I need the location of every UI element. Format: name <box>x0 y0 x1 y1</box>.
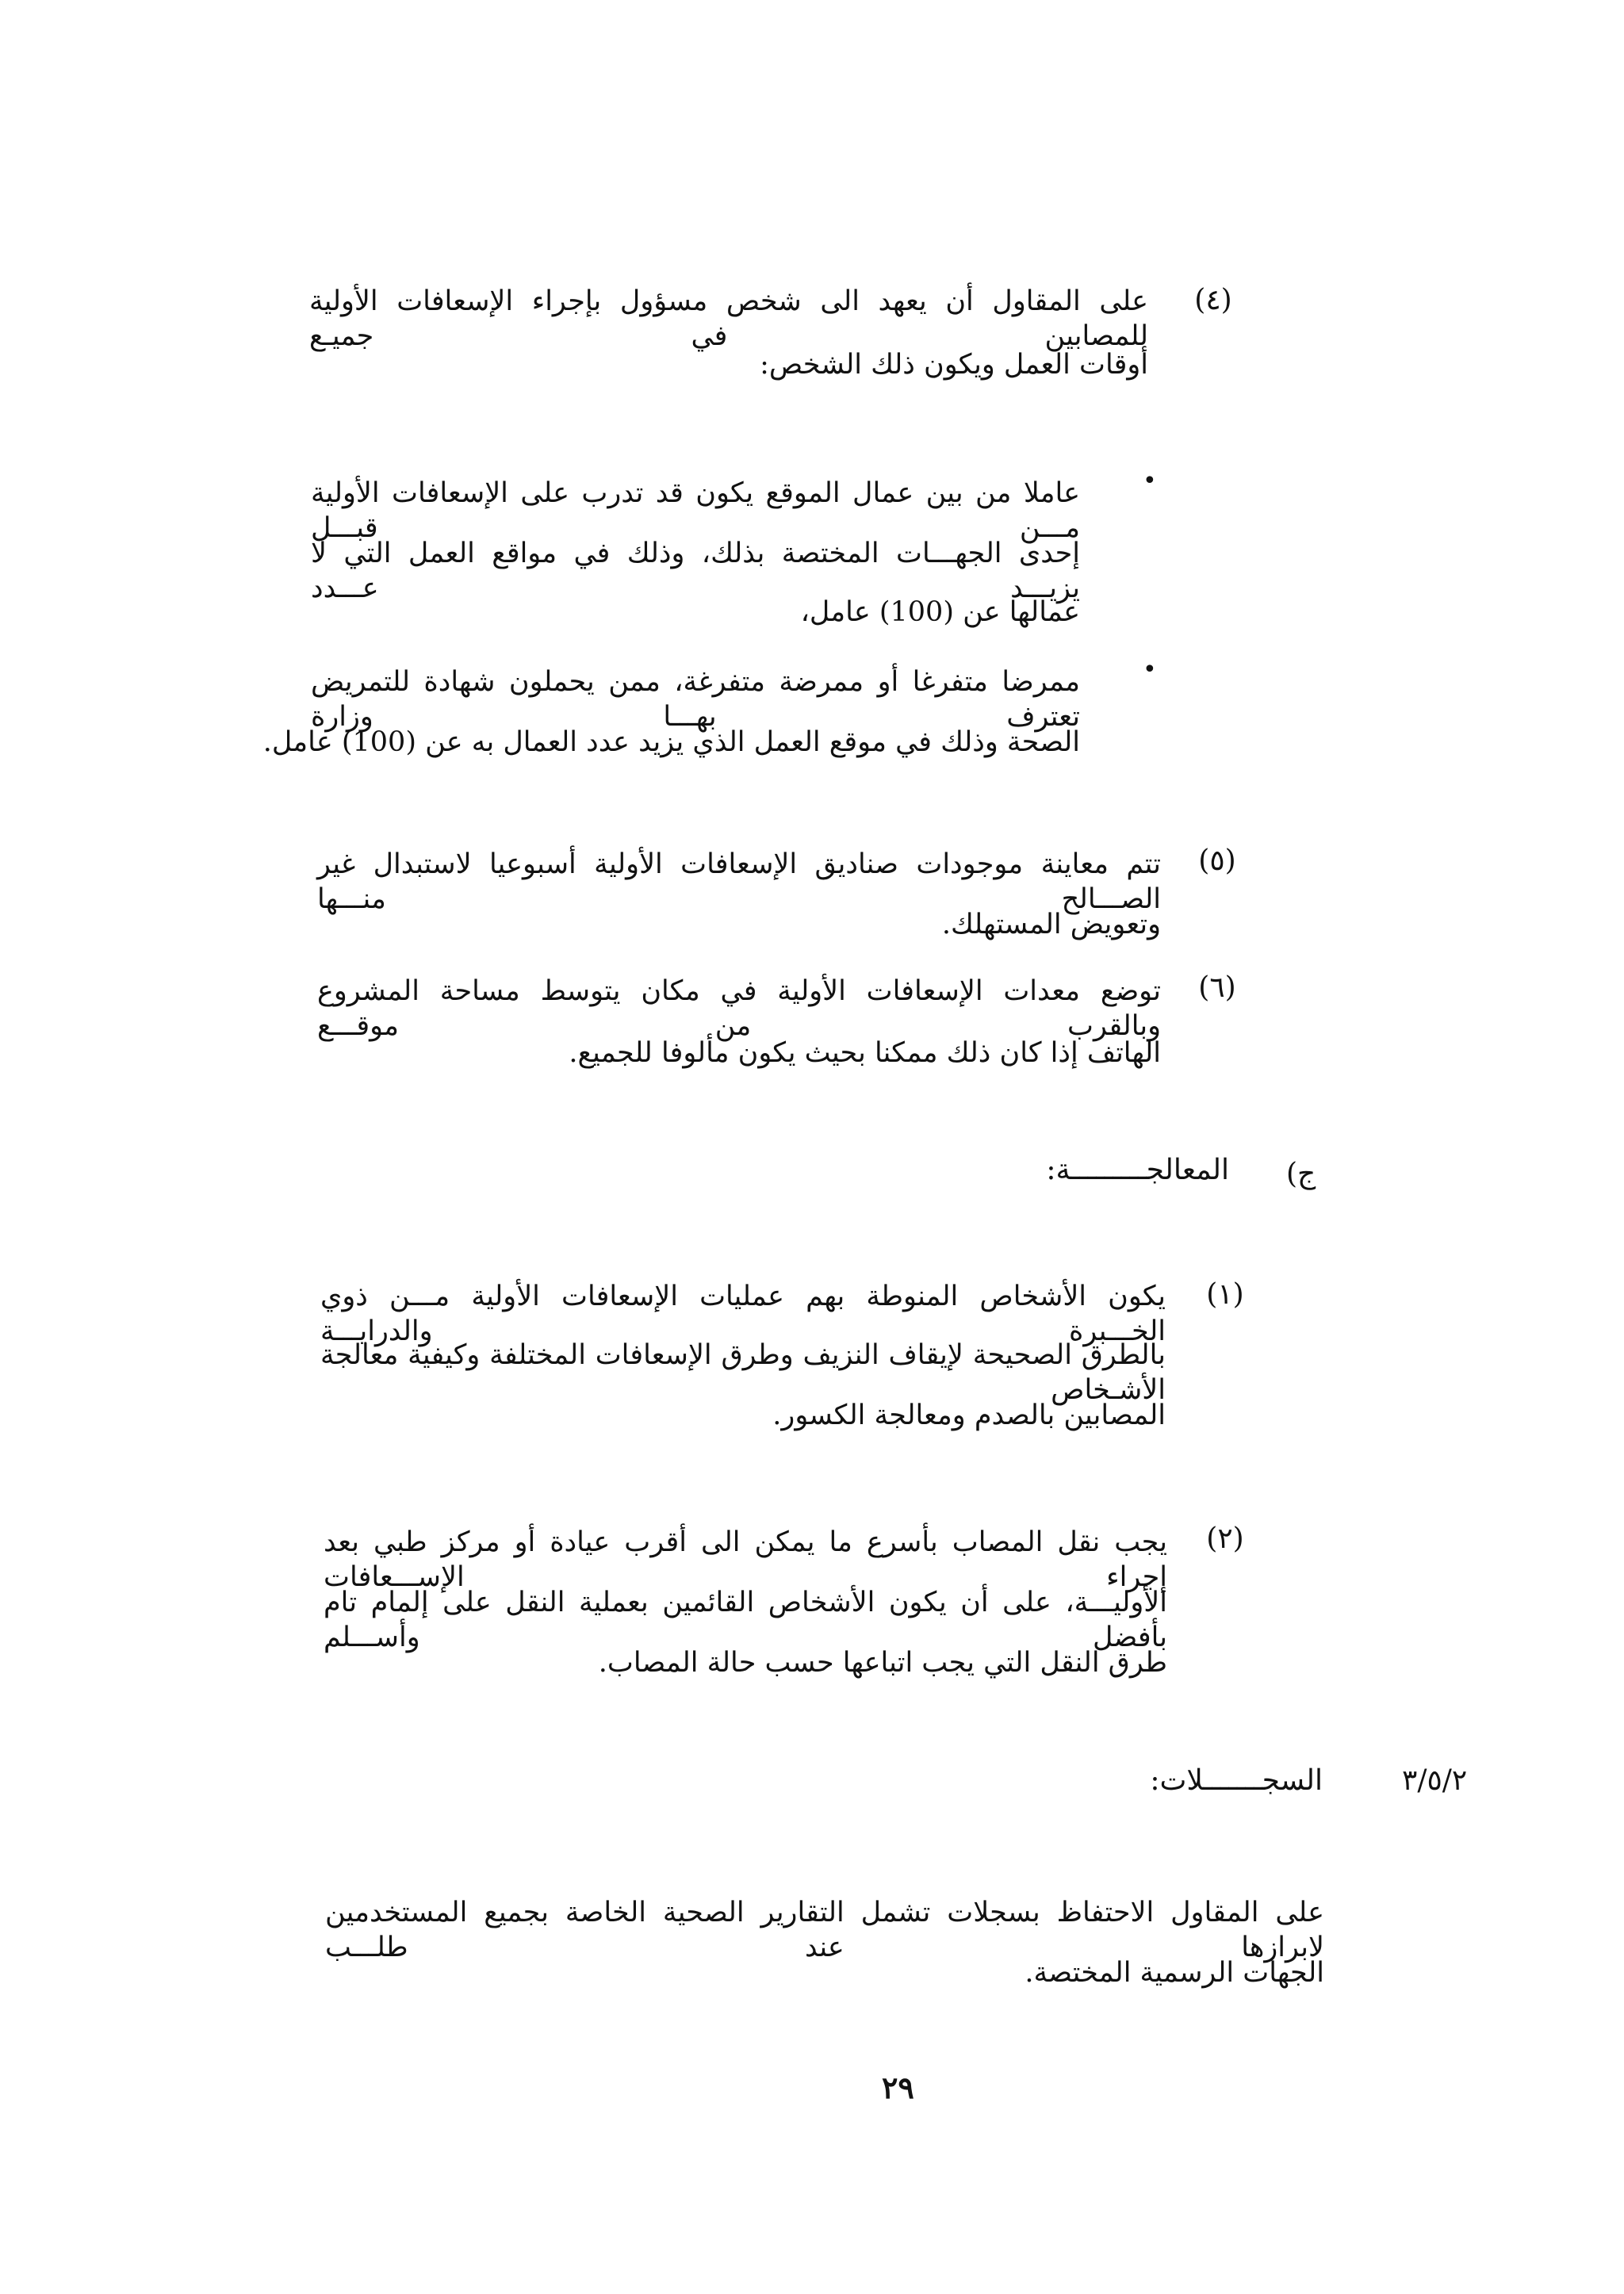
treatment-2-text <box>324 1518 1167 1693</box>
bullet-2-text <box>262 655 1080 774</box>
text-line: توضع معدات الإسعافات الأولية في مكان يتوسط مساحة المشروع وبالقرب من موقـــع <box>317 975 1161 1042</box>
section-title: السجـــــــلات: <box>1150 1764 1323 1797</box>
item-6-text <box>317 967 1161 1078</box>
text-line: الصحة وذلك في موقع العمل الذي يزيد عدد العمال به عن (100) عامل. <box>262 726 1080 758</box>
treatment-1-text <box>320 1273 1166 1447</box>
bullet-marker: • <box>1143 467 1157 495</box>
text-line: تتم معاينة موجودات صناديق الإسعافات الأولية أسبوعيا لاستبدال غير الصـــالح منـــها <box>317 848 1161 915</box>
item-4-text <box>309 278 1148 389</box>
text-line: عمالها عن (100) عامل، <box>800 596 1080 628</box>
item-number: (٦) <box>1198 971 1236 1004</box>
text-line: على المقاول الاحتفاظ بسجلات تشمل التقارير الصحية الخاصة بجميع المستخدمين لابرازها عند طلـــب <box>325 1897 1324 1963</box>
item-number: (٥) <box>1198 844 1236 877</box>
text-line: المصابين بالصدم ومعالجة الكسور. <box>772 1400 1166 1431</box>
text-line: يكون الأشخاص المنوطة بهم عمليات الإسعافات الأولية مـــن ذوي الخـــبرة والدرايـــة <box>320 1281 1166 1347</box>
page-number: ٢٩ <box>882 2070 914 2105</box>
records-text <box>325 1887 1324 2006</box>
text-line: طرق النقل التي يجب اتباعها حسب حالة المصاب. <box>598 1647 1167 1679</box>
section-title: المعالجـــــــــة: <box>1046 1154 1229 1186</box>
text-line: يجب نقل المصاب بأسرع ما يمكن الى أقرب عيادة أو مركز طبي بعد إجراء الإســـعافات <box>324 1526 1167 1593</box>
text-line: عاملا من بين عمال الموقع يكون قد تدرب على الإسعافات الأولية مـــن قبـــل <box>311 477 1080 544</box>
text-line: الأوليـــة، على أن يكون الأشخاص القائمين بعملية النقل على إلمام تام بأفضل وأســـلم <box>324 1587 1167 1653</box>
section-letter: ج) <box>1286 1158 1316 1190</box>
text-line: إحدى الجهـــات المختصة بذلك، وذلك في مواقع العمل التي لا يزيـــد عـــدد <box>311 538 1080 604</box>
text-line: بالطرق الصحيحة لإيقاف النزيف وطرق الإسعافات المختلفة وكيفية معالجة الأشـخاص <box>320 1339 1166 1406</box>
bullet-marker: • <box>1143 656 1157 684</box>
item-number: (٢) <box>1206 1522 1244 1555</box>
text-line: الجهات الرسمية المختصة. <box>1025 1957 1324 1989</box>
text-line: على المقاول أن يعهد الى شخص مسؤول بإجراء الإسعافات الأولية للمصابين في جميـع <box>309 285 1148 352</box>
text-line: ممرضا متفرغا أو ممرضة متفرغة، ممن يحملون شهادة للتمريض تعترف بهـــا وزارة <box>311 666 1080 733</box>
text-line: وتعويض المستهلك. <box>941 909 1161 940</box>
item-number: (١) <box>1206 1278 1244 1311</box>
bullet-1-text <box>311 468 1080 642</box>
item-number: (٤) <box>1194 284 1232 316</box>
section-number: ٣/٥/٢ <box>1402 1764 1468 1797</box>
text-line: الهاتف إذا كان ذلك ممكنا بحيث يكون مألوفا للجميع. <box>569 1037 1161 1069</box>
text-line: أوقات العمل ويكون ذلك الشخص: <box>760 349 1148 381</box>
item-5-text <box>317 841 1161 952</box>
